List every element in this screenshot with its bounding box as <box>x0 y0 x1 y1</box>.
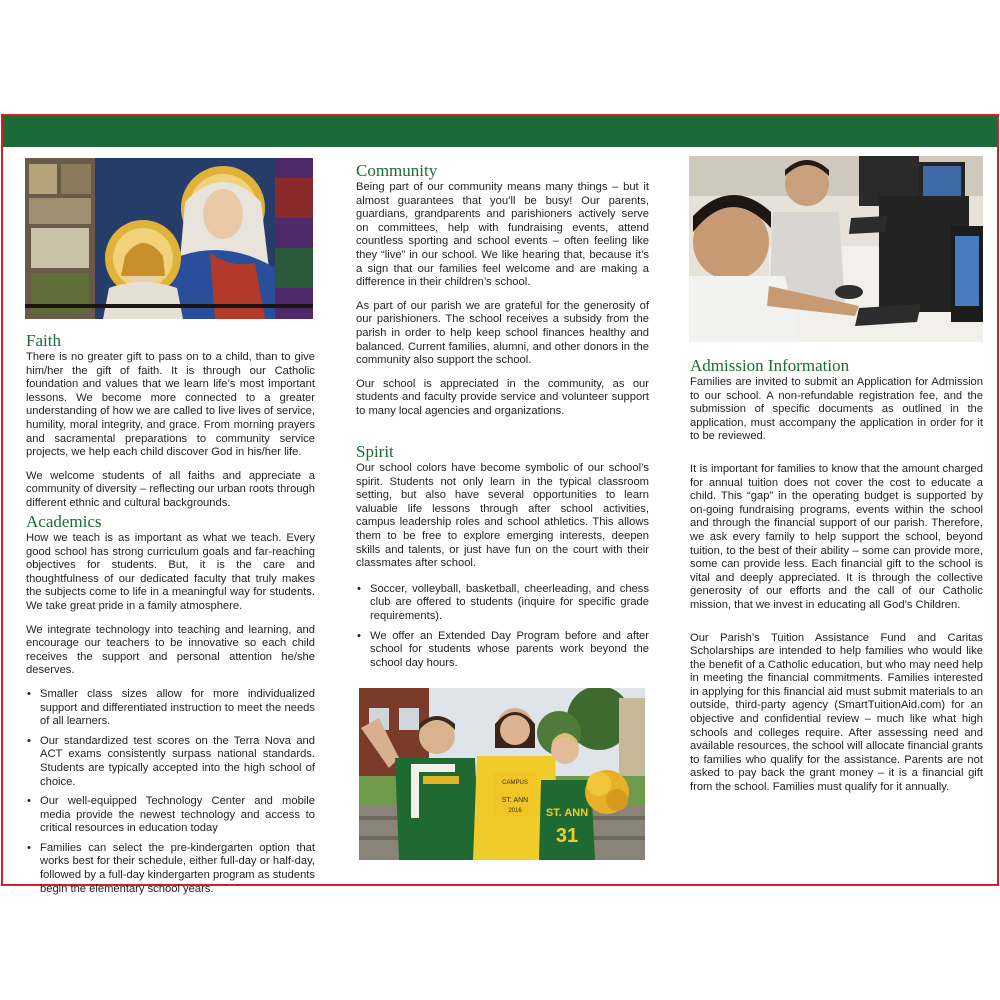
academics-paragraph-1: How we teach is as important as what we teach. Every good school has strong curriculum goals and far-reaching objectives for students. But, it is the care and thoughtfulness of our dedicated faculty that truly makes the subjects come to life in a meaningful way for students. We take great pride in a family atmosphere. <box>26 532 315 612</box>
admission-paragraph-3: Our Parish’s Tuition Assistance Fund and Caritas Scholarships are intended to help families who would like the benefit of a Catholic education, but who may need help in meeting the financial commitments. Families interested in applying for this financial aid must submit materials to an outside, third-party agency (SmartTuitionAid.com) for an objective and confidential review – much like what high schools and colleges require. After assessing need and available resources, the school will allocate financial grants to families who qualify for the assistance. Parents are not asked to pay back the grant money – it is a financial gift from the school. Families must qualify for it annually. <box>690 631 983 794</box>
spirit-paragraph-1: Our school colors have become symbolic of our school’s spirit. Students not only learn in the typical classroom setting, but also have several opportunities to learn valuable life lessons through after school activities, campus leadership roles and school athletics. This allows them to be free to explore emerging interests, deepen skills and talents, or just have fun on the court with their classmates after school. <box>356 462 649 570</box>
academics-heading: Academics <box>26 512 102 531</box>
faith-paragraph-2: We welcome students of all faiths and appreciate a community of diversity – reflecting our urban roots through different ethnic and cultural backgrounds. <box>26 469 315 509</box>
brochure-sheet <box>1 114 999 895</box>
academics-paragraph-2: We integrate technology into teaching and learning, and encourage our teachers to be innovative so each child receives the support and personal attention he/she deserves. <box>26 623 315 677</box>
academics-list <box>26 688 315 896</box>
shirt-text-2: ST. ANN <box>501 797 529 804</box>
community-heading: Community <box>356 161 438 180</box>
list-item: • Soccer, volleyball, basketball, cheerleading, and chess club are offered to students (inquire for specific grade requirements). <box>356 583 649 624</box>
spirit-heading: Spirit <box>356 442 394 461</box>
jersey-name: ST. ANN <box>545 807 589 819</box>
list-item: • Our well-equipped Technology Center and mobile media provide the newest technology and access to critical resources in education today <box>26 795 315 836</box>
admission-paragraph-2: It is important for families to know that the amount charged for annual tuition does not cover the cost to educate a child. This “gap” in the operating budget is supported by on-going fundraising programs, events within the school and through the financial support of our parish. Therefore, we ask every family to help support the school, beyond tuition, to the best of their ability – some can provide more, some can provide less. Each financial gift to the school is vital and deeply appreciated. It is through the collective generosity of our efforts and the call of our Catholic mission, that we invest in educating all God’s Children. <box>690 462 983 611</box>
spirit-list <box>356 583 649 671</box>
faith-section <box>26 331 315 521</box>
list-item: • We offer an Extended Day Program before and after school for students whose parents work beyond the school day hours. <box>356 630 649 671</box>
computer-lab-photo <box>689 156 983 342</box>
admission-paragraph-1: Families are invited to submit an Application for Admission to our school. A non-refundable registration fee, and the submission of specific documents as outlined in the application, must accompany the application in order for it to be reviewed. <box>690 376 983 443</box>
list-item: • Our standardized test scores on the Terra Nova and ACT exams consistently surpass national standards. Students are typically accepted into the high school of choice. <box>26 735 315 789</box>
stained-glass-photo <box>25 158 313 319</box>
admission-heading: Admission Information <box>690 356 850 375</box>
academics-section <box>26 512 315 902</box>
list-item: • Smaller class sizes allow for more individualized support and differentiated instruction to meet the needs of all learners. <box>26 688 315 729</box>
jersey-number: 31 <box>555 825 579 847</box>
shirt-text-1: CAMPUS <box>502 780 528 786</box>
community-paragraph-2: As part of our parish we are grateful for the generosity of our parishioners. The school receives a subsidy from the parish in order to help keep school finances healthy and balanced. Current families, alumni, and other donors in the community also support the school. <box>356 299 649 367</box>
shirt-text-3: 2016 <box>508 808 522 814</box>
header-band <box>3 116 997 147</box>
community-paragraph-1: Being part of our community means many things – but it almost guarantees that you’ll be busy! Our parents, guardians, grandparents and parishioners actively serve on committees, help with fundraising events, attend countless sporting and school events – often feeling like they “live” in our school. We like hearing that, because it’s a sign that our families feel welcome and are making a difference in their children’s school. <box>356 181 649 289</box>
list-item: • Families can select the pre-kindergarten option that works best for their schedule, either full-day or half-day, followed by a full-day kindergarten program as students begin the elementary school years. <box>26 842 315 896</box>
admission-section <box>690 356 983 805</box>
faith-paragraph-1: There is no greater gift to pass on to a child, than to give him/her the gift of faith. It is through our Catholic foundation and values that we learn life’s most important lessons. We become more connected to a greater understanding of how we are called to live lives of service, humility, moral integrity, and grace. From morning prayers and sacramental preparations to community service projects, we help each child discover God in his/her life. <box>26 351 315 459</box>
community-section <box>356 161 649 429</box>
spirit-photo <box>359 688 645 860</box>
spirit-section <box>356 442 649 676</box>
faith-heading: Faith <box>26 331 61 350</box>
community-paragraph-3: Our school is appreciated in the community, as our students and faculty provide service and volunteer support to many local agencies and organizations. <box>356 377 649 417</box>
